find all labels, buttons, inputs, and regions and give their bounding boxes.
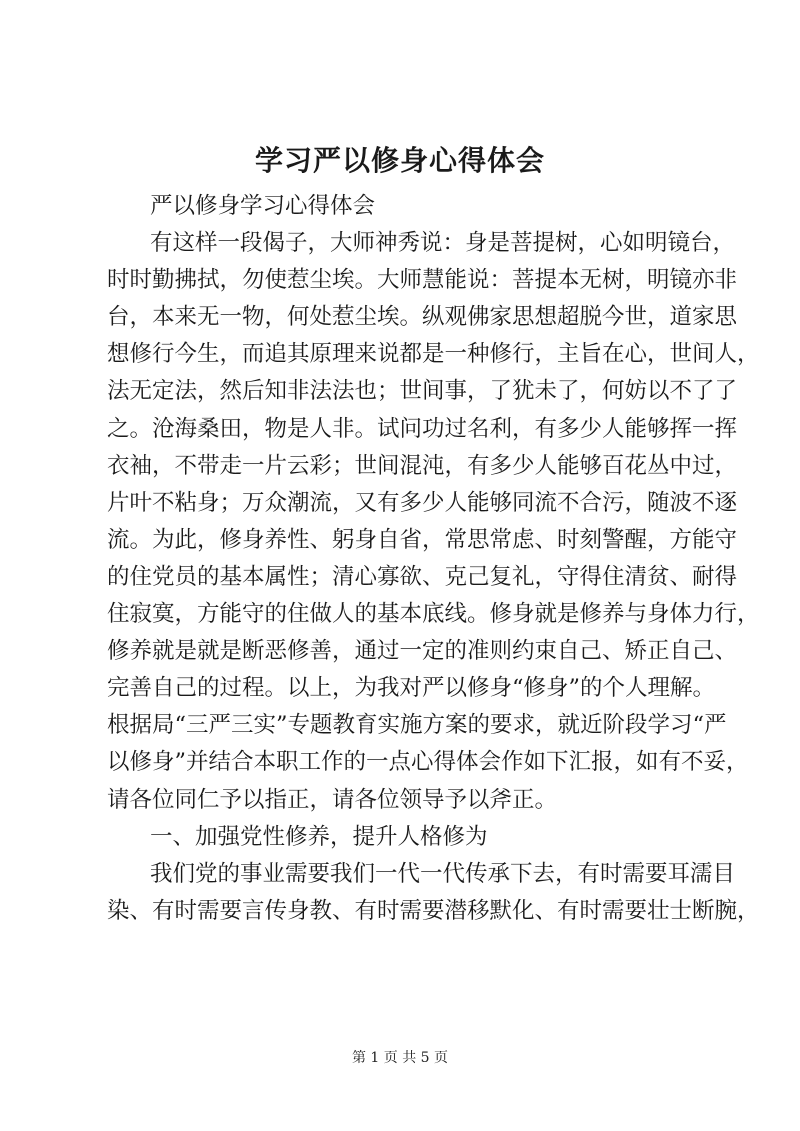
document-title: 学习严以修身心得体会 — [254, 144, 545, 177]
text-line: 以修身”并结合本职工作的一点心得体会作如下汇报，如有不妥， — [107, 749, 749, 776]
text-line: 法无定法，然后知非法法也；世间事，了犹未了，何妨以不了了 — [107, 378, 738, 405]
text-line: 的住党员的基本属性；清心寡欲、克己复礼，守得住清贫、耐得 — [107, 563, 738, 590]
text-line: 想修行今生，而追其原理来说都是一种修行，主旨在心，世间人， — [107, 341, 760, 368]
text-line: 衣袖，不带走一片云彩；世间混沌，有多少人能够百花丛中过， — [107, 452, 738, 479]
text-line: 片叶不粘身；万众潮流，又有多少人能够同流不合污，随波不逐 — [107, 489, 738, 516]
text-line: 有这样一段偈子，大师神秀说：身是菩提树，心如明镜台， — [150, 230, 736, 257]
text-line: 请各位同仁予以指正，请各位领导予以斧正。 — [107, 786, 558, 813]
text-line: 台，本来无一物，何处惹尘埃。纵观佛家思想超脱今世，道家思 — [107, 304, 738, 331]
text-line: 完善自己的过程。以上，为我对严以修身“修身”的个人理解。 — [107, 675, 716, 702]
document-body — [107, 188, 760, 930]
text-line: 住寂寞，方能守的住做人的基本底线。修身就是修养与身体力行， — [107, 601, 760, 628]
page-footer: 第 1 页 共 5 页 — [351, 1050, 449, 1066]
text-line: 严以修身学习心得体会 — [150, 193, 376, 219]
text-line: 之。沧海桑田，物是人非。试问功过名利，有多少人能够挥一挥 — [107, 415, 738, 442]
text-line: 时时勤拂拭，勿使惹尘埃。大师慧能说：菩提本无树，明镜亦非 — [107, 267, 738, 294]
text-line: 根据局“三严三实”专题教育实施方案的要求，就近阶段学习“严 — [107, 712, 727, 739]
text-line: 一、加强党性修养，提升人格修为 — [150, 823, 488, 850]
text-line: 修养就是就是断恶修善，通过一定的准则约束自己、矫正自己、 — [107, 638, 738, 665]
text-line: 染、有时需要言传身教、有时需要潜移默化、有时需要壮士断腕， — [107, 897, 760, 924]
text-line: 我们党的事业需要我们一代一代传承下去，有时需要耳濡目 — [150, 860, 736, 887]
text-line: 流。为此，修身养性、躬身自省，常思常虑、时刻警醒，方能守 — [107, 526, 738, 553]
